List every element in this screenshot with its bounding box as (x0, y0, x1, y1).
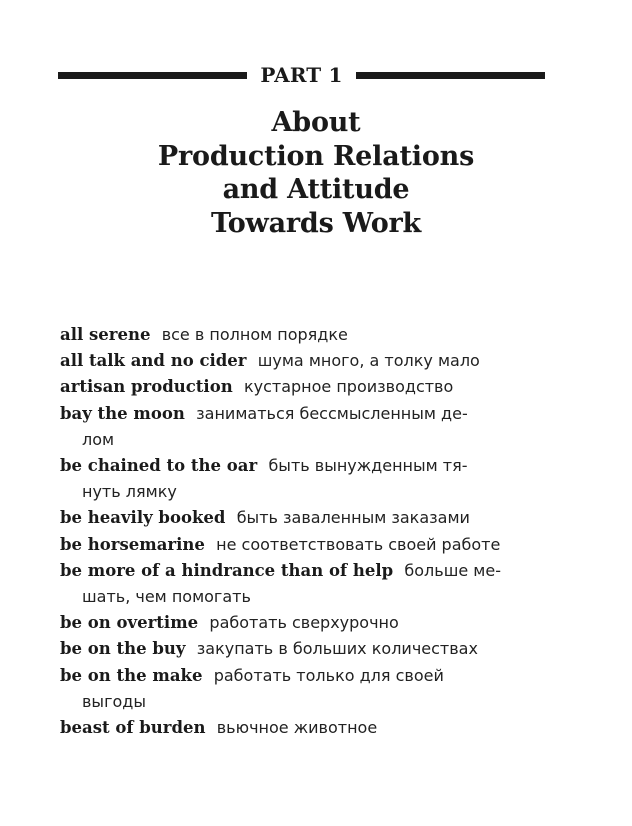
glossary-entry (60, 610, 546, 636)
chapter-title-line: and Attitude (222, 174, 410, 205)
right-rule-divider (356, 72, 545, 79)
entry-term: be horsemarine (60, 534, 205, 554)
entry-translation-continued: шать, чем помогать (82, 587, 251, 607)
entry-translation: шума много, а толку мало (257, 351, 480, 371)
glossary-entry (60, 505, 546, 531)
entry-translation: все в полном порядке (161, 325, 348, 344)
part-label: PART 1 (260, 63, 343, 87)
chapter-title-line: Production Relations (157, 140, 475, 172)
entry-translation: работать сверхурочно (209, 613, 399, 633)
entry-term: all serene (60, 325, 151, 344)
entry-term: be on the buy (60, 639, 186, 659)
entry-translation: закупать в больших количествах (196, 639, 478, 659)
entry-term: beast of burden (60, 718, 206, 738)
entry-term: artisan production (60, 377, 233, 397)
entry-translation: быть вынужденным тя- (268, 456, 468, 476)
glossary-entry (60, 401, 546, 453)
glossary-entry (60, 374, 546, 400)
glossary-entry (60, 322, 546, 348)
glossary-entry (60, 636, 546, 662)
entry-translation: больше ме- (404, 560, 501, 580)
entry-translation: кустарное производство (243, 377, 454, 397)
left-rule-divider (58, 72, 247, 79)
chapter-title (0, 106, 632, 240)
entry-translation: не соответствовать своей работе (216, 534, 501, 554)
glossary-entry (60, 453, 546, 505)
entry-term: be heavily booked (60, 508, 226, 528)
chapter-title-line: Towards Work (210, 207, 422, 239)
glossary-entry (60, 348, 546, 374)
entry-translation: работать только для своей (213, 665, 444, 685)
glossary-entries (60, 322, 546, 741)
part-header (58, 62, 545, 88)
entry-term: be more of a hindrance than of help (60, 560, 394, 580)
entry-translation-continued: лом (82, 429, 115, 449)
entry-term: all talk and no cider (60, 351, 247, 371)
entry-translation: заниматься бессмысленным де- (196, 403, 468, 423)
entry-translation: вьючное животное (216, 718, 378, 738)
chapter-title-line: About (271, 107, 361, 138)
entry-term: bay the moon (60, 403, 185, 423)
glossary-entry (60, 558, 546, 610)
entry-term: be on the make (60, 665, 203, 685)
entry-translation-continued: выгоды (82, 691, 146, 711)
entry-term: be on overtime (60, 613, 199, 633)
glossary-entry (60, 532, 546, 558)
entry-translation-continued: нуть лямку (82, 482, 177, 502)
entry-translation: быть заваленным заказами (236, 508, 470, 528)
glossary-entry (60, 715, 546, 741)
glossary-entry (60, 663, 546, 715)
entry-term: be chained to the oar (60, 456, 258, 476)
